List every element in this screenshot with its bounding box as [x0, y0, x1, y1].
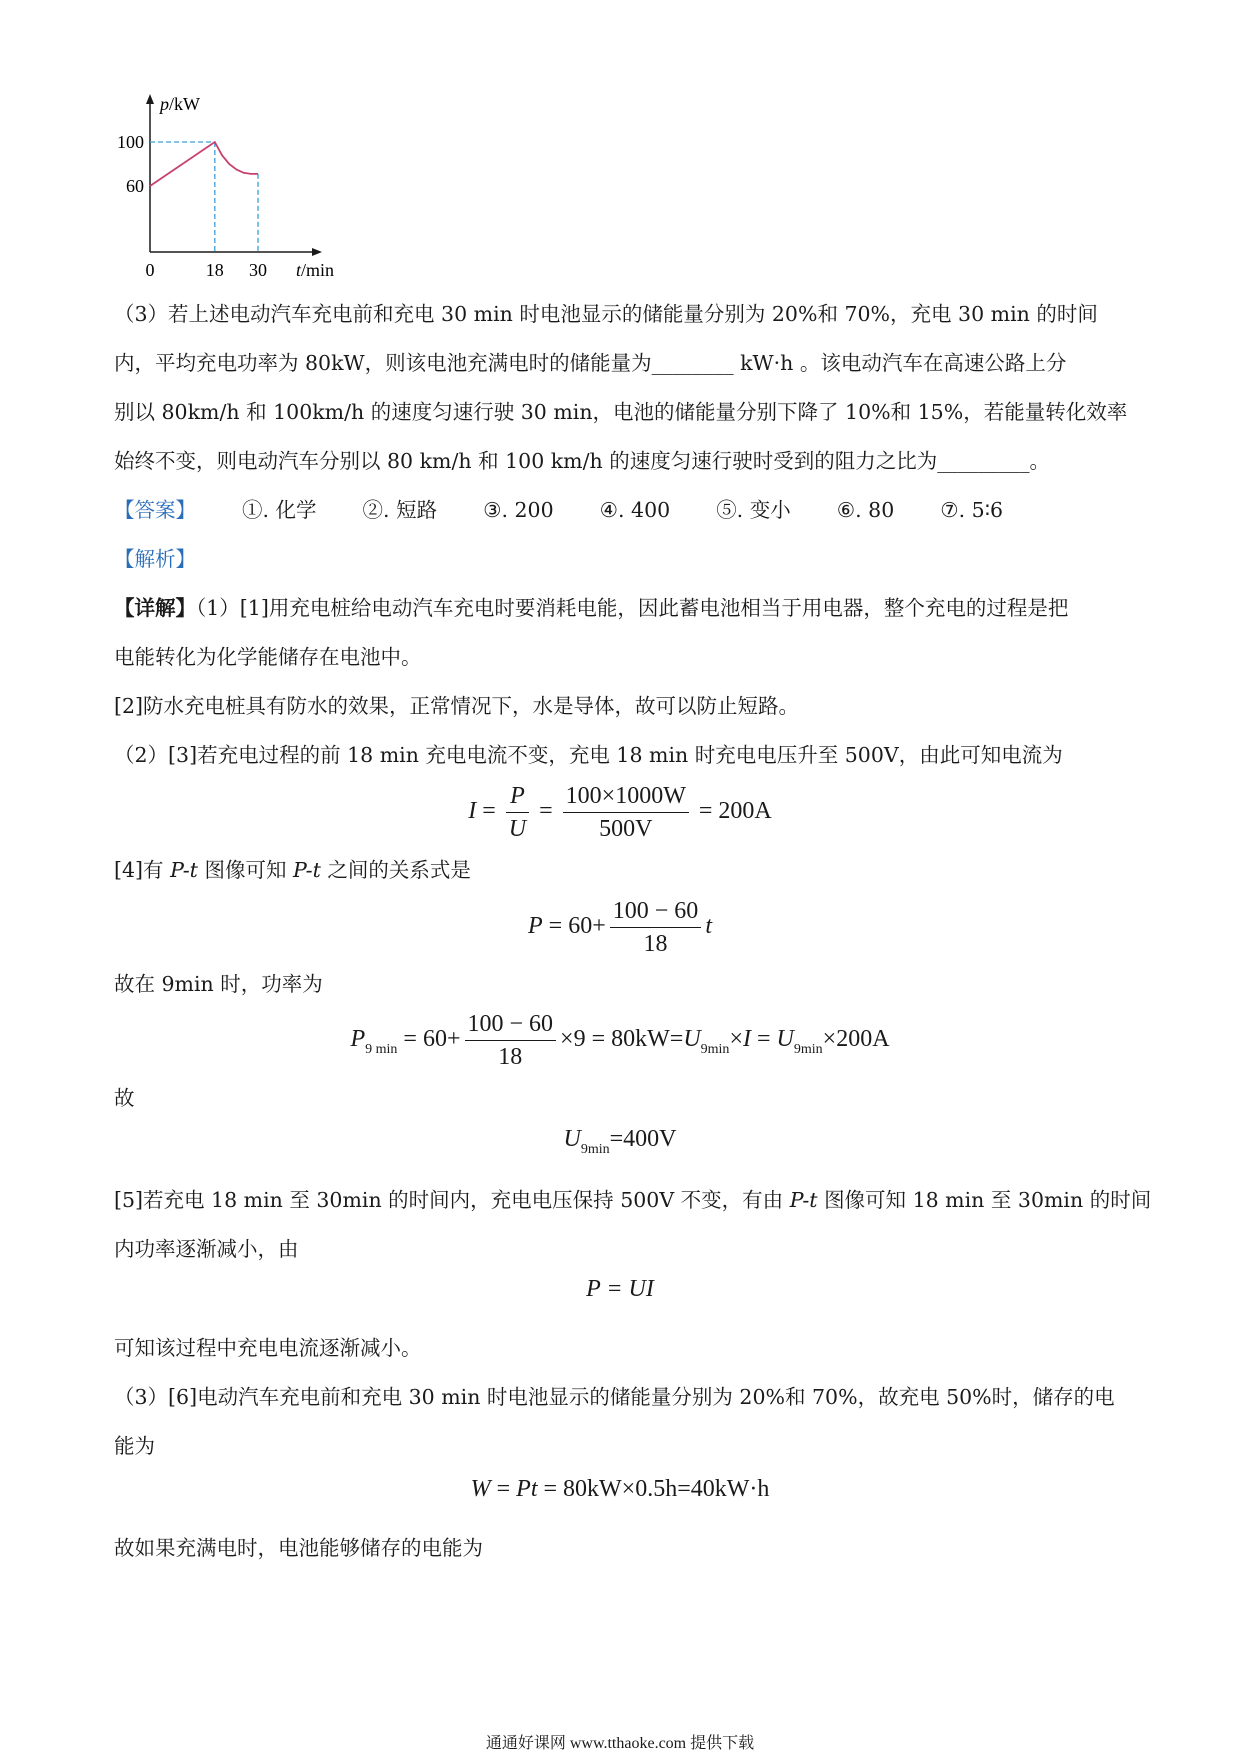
- fraction: [610, 895, 702, 960]
- detail-text: 故在 9min 时，功率为: [114, 972, 323, 996]
- denominator: 500V: [599, 816, 653, 842]
- answer-row: [114, 486, 1134, 535]
- detail-paragraph-10: [114, 1524, 1134, 1573]
- answer-item: ⑥. 80: [836, 498, 895, 522]
- q3-line: （3）若上述电动汽车充电前和充电 30 min 时电池显示的储能量分别为 20%和 70%，充电 30 min 的时间: [114, 302, 1098, 326]
- numerator: P: [510, 783, 525, 809]
- eq-symbol: P: [528, 913, 543, 940]
- analysis-tag: 【解析】: [114, 547, 196, 571]
- answer-item: ⑦. 5∶6: [940, 498, 1004, 522]
- detail-paragraph-5: [114, 960, 1134, 1009]
- eq-result: =400V: [609, 1126, 677, 1152]
- numerator: 100×1000W: [563, 780, 689, 813]
- x-axis-arrow: [312, 248, 322, 256]
- eq-term: 60+: [568, 913, 606, 940]
- eq-subscript: 9min: [793, 1042, 823, 1058]
- detail-text: （3）[6]电动汽车充电前和充电 30 min 时电池显示的储能量分别为 20%和 70%，故充电 50%时，储存的电: [114, 1385, 1115, 1409]
- denominator: U: [508, 816, 527, 842]
- detail-paragraph-6: [114, 1074, 1134, 1123]
- eq-term: ×200A: [822, 1026, 890, 1053]
- fraction: [506, 780, 529, 845]
- detail-text: （1）[1]用充电桩给电动汽车充电时要消耗电能，因此蓄电池相当于用电器，整个充电的过程是把: [196, 596, 1069, 620]
- detail-tag: 【详解】: [114, 596, 196, 620]
- equation-energy: [0, 1476, 1240, 1503]
- detail-symbol: P-t: [170, 858, 198, 882]
- detail-text: [5]若充电 18 min 至 30min 的时间内，充电电压保持 500V 不变，有由: [114, 1188, 784, 1212]
- q3-line: 内，平均充电功率为 80kW，则该电池充满电时的储能量为________ kW·h 。该电动汽车在高速公路上分: [114, 351, 1067, 375]
- x-tick-label: 0: [145, 260, 155, 280]
- question-3: [114, 290, 1134, 486]
- eq-symbol: U: [683, 1026, 701, 1053]
- detail-text: （2）[3]若充电过程的前 18 min 充电电流不变，充电 18 min 时充电电压升至 500V，由此可知电流为: [114, 743, 1063, 767]
- numerator: 100 − 60: [610, 895, 702, 928]
- answer-item: ③. 200: [483, 498, 554, 522]
- fraction: [465, 1008, 557, 1073]
- detail-symbol: P-t: [789, 1188, 818, 1212]
- detail-paragraph-8: [114, 1324, 1134, 1373]
- equation-voltage-9min: [0, 1126, 1240, 1158]
- q3-line: 始终不变，则电动汽车分别以 80 km/h 和 100 km/h 的速度匀速行驶时受到的阻力之比为_________。: [114, 449, 1051, 473]
- denominator: 18: [643, 931, 668, 957]
- equation-power-relation: P = 60+ $\frac{100 - 60}{18}$ t: [0, 895, 1240, 960]
- y-tick-label: 100: [117, 132, 144, 152]
- fraction: [563, 780, 689, 845]
- eq-subscript: 9 min: [365, 1042, 398, 1058]
- answer-item: ②. 短路: [362, 498, 438, 522]
- power-time-chart: [100, 92, 360, 292]
- eq-term: ×: [729, 1026, 743, 1053]
- eq-symbol: I: [742, 1026, 751, 1053]
- x-tick-label: 18: [205, 260, 224, 280]
- detail-paragraph-9: [114, 1373, 1134, 1471]
- detail-symbol: P-t: [292, 858, 321, 882]
- eq-symbol: W: [470, 1476, 491, 1502]
- detail-paragraph-3: [114, 731, 1134, 780]
- detail-text: 之间的关系式是: [327, 858, 471, 882]
- detail-text: 内功率逐渐减小，由: [114, 1237, 299, 1261]
- detail-text: 图像可知: [204, 858, 287, 882]
- answer-item: ④. 400: [599, 498, 671, 522]
- detail-text: 可知该过程中充电电流逐渐减小。: [114, 1336, 422, 1360]
- analysis-heading: [114, 535, 1134, 584]
- y-tick-label: 60: [126, 176, 144, 196]
- detail-text: [4]有: [114, 858, 164, 882]
- footer-watermark: 通通好课网 www.tthaoke.com 提供下载: [485, 1735, 755, 1752]
- x-tick-label: 30: [249, 260, 267, 280]
- x-axis-label: t/min: [296, 260, 335, 280]
- detail-paragraph-7: [114, 1176, 1152, 1274]
- detail-text: [2]防水充电桩具有防水的效果，正常情况下，水是导体，故可以防止短路。: [114, 694, 800, 718]
- eq-symbol: Pt: [516, 1476, 538, 1502]
- equation-power-9min: [0, 1008, 1240, 1073]
- eq-subscript: 9min: [700, 1042, 730, 1058]
- eq-symbol: U: [563, 1126, 581, 1152]
- detail-text: 能为: [114, 1434, 155, 1458]
- equation-current: I = $\frac{P}{U}$ = $\frac{100\times 1000W}{500V}$ = 200A: [0, 780, 1240, 845]
- q3-line: 别以 80km/h 和 100km/h 的速度匀速行驶 30 min，电池的储能量分别下降了 10%和 15%，若能量转化效率: [114, 400, 1128, 424]
- eq-result: 200A: [718, 798, 772, 825]
- eq-subscript: 9min: [580, 1142, 610, 1157]
- y-axis-arrow: [146, 94, 154, 104]
- eq-symbol: U: [776, 1026, 794, 1053]
- answer-item: ①. 化学: [242, 498, 317, 522]
- answer-item: ⑤. 变小: [716, 498, 791, 522]
- detail-text: 电能转化为化学能储存在电池中。: [114, 645, 422, 669]
- detail-paragraph-2: [114, 682, 1134, 731]
- eq-term: = 60+: [403, 1026, 461, 1053]
- eq-symbol: P: [350, 1026, 366, 1053]
- eq-symbol: I: [468, 798, 477, 825]
- equation-pui: P = UI: [586, 1276, 654, 1302]
- detail-text: 图像可知 18 min 至 30min 的时间: [824, 1188, 1152, 1212]
- detail-paragraph-1: [114, 584, 1134, 682]
- detail-text: 故如果充满电时，电池能够储存的电能为: [114, 1536, 483, 1560]
- eq-result: = 80kW×0.5h=40kW·h: [543, 1476, 770, 1502]
- eq-symbol: t: [705, 913, 712, 940]
- eq-term: =: [756, 1026, 771, 1053]
- power-curve: [150, 142, 258, 186]
- eq-term: =: [496, 1476, 511, 1502]
- numerator: 100 − 60: [465, 1008, 557, 1041]
- denominator: 18: [498, 1044, 523, 1070]
- answer-tag: 【答案】: [114, 498, 196, 522]
- detail-text: 故: [114, 1086, 135, 1110]
- y-axis-label: p/kW: [160, 94, 200, 114]
- detail-paragraph-4: [114, 846, 1134, 895]
- eq-term: ×9 = 80kW=: [560, 1026, 684, 1053]
